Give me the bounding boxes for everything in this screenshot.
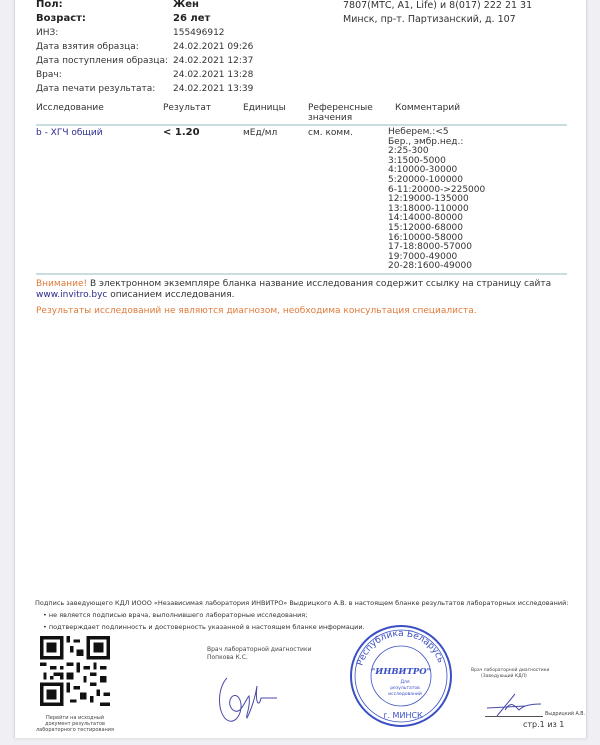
doctor-value: 24.02.2021 13:28 xyxy=(173,70,254,80)
comment-line: Неберем.:<5 xyxy=(388,127,449,137)
comment-line: 3:1500-5000 xyxy=(388,155,446,166)
site-suffix: описанием исследования. xyxy=(107,290,235,300)
svg-text:Для: Для xyxy=(400,680,410,685)
qr-caption-line: документ результатов xyxy=(44,721,106,727)
age-label: Возраст: xyxy=(36,13,86,24)
sex-label: Пол: xyxy=(36,0,63,10)
comment-line: 5:20000-100000 xyxy=(388,174,463,185)
comment-line: 14:14000-80000 xyxy=(388,213,463,224)
age-value: 26 лет xyxy=(173,13,211,24)
result-value: < 1.20 xyxy=(163,127,200,138)
doctor-name: Попкова К.С. xyxy=(207,654,248,661)
disclaimer: Результаты исследований не являются диагнозом, необходима консультация специалиста. xyxy=(36,306,477,316)
comment-line: 17-18:8000-57000 xyxy=(388,242,472,253)
header-units: Единицы xyxy=(243,103,286,113)
comment-line: 20-28:1600-49000 xyxy=(388,261,472,272)
page-number: стр.1 из 1 xyxy=(523,720,565,729)
reference-value: см. комм. xyxy=(308,128,353,138)
header-divider xyxy=(36,124,567,126)
units-value: мЕд/мл xyxy=(243,128,278,138)
header-comment: Комментарий xyxy=(395,103,461,113)
comment-line: 4:10000-30000 xyxy=(388,165,458,176)
svg-text:г. МИНСК: г. МИНСК xyxy=(383,711,423,720)
inz-value: 155496912 xyxy=(173,28,225,38)
qr-caption xyxy=(35,715,115,733)
bullet-text: подтверждает подлинность и достоверность указанной в настоящем бланке информации. xyxy=(48,623,365,631)
comment-line: 13:18000-110000 xyxy=(388,203,469,214)
signature-note: Подпись заведующего КДЛ ИООО «Независимая лаборатория ИНВИТРО» Выдрицкого А.В. в настоящем бланке результатов лабораторных исследований: xyxy=(35,599,569,607)
comment-line: 12:19000-135000 xyxy=(388,194,469,205)
document-page xyxy=(14,0,587,738)
qr-caption-line: Перейти на исходный xyxy=(46,715,104,721)
invitro-site-link[interactable]: www.invitro.byc xyxy=(36,290,108,300)
comment-line: 19:7000-49000 xyxy=(388,251,458,262)
sample-taken-value: 24.02.2021 09:26 xyxy=(173,42,254,52)
lab-phone: 7807(МТС, A1, Life) и 8(017) 222 21 31 xyxy=(343,0,533,11)
official-stamp-icon xyxy=(347,622,455,730)
bullet-icon: • xyxy=(43,611,49,619)
header-result: Результат xyxy=(163,103,212,113)
attention-notice xyxy=(36,279,551,290)
svg-text:исследований: исследований xyxy=(388,692,422,697)
attention-word: Внимание! xyxy=(36,279,88,289)
print-date-label: Дата печати результата: xyxy=(36,84,156,94)
comment-list xyxy=(388,128,485,272)
svg-text:Республика Беларусь: Республика Беларусь xyxy=(355,628,446,668)
sample-received-value: 24.02.2021 12:37 xyxy=(173,56,254,66)
comment-line: 6-11:20000->225000 xyxy=(388,184,486,195)
header-reference-2: значения xyxy=(308,113,353,123)
site-notice xyxy=(36,290,234,301)
table-bottom-divider xyxy=(36,273,567,275)
sample-received-label: Дата поступления образца: xyxy=(36,56,168,66)
attention-text: В электронном экземпляре бланка название исследования содержит ссылку на страницу сайта xyxy=(87,279,552,289)
print-date-value: 24.02.2021 13:39 xyxy=(173,84,254,94)
signature-bullet-2 xyxy=(43,623,365,632)
signature-bullet-1 xyxy=(43,611,307,620)
comment-line: Бер., эмбр.нед.: xyxy=(388,136,464,147)
test-name-link[interactable]: b - ХГЧ общий xyxy=(36,128,103,138)
bullet-icon: • xyxy=(43,623,49,631)
doctor-title: Врач лабораторной диагностики xyxy=(207,646,312,653)
comment-line: 2:25-300 xyxy=(388,146,429,157)
header-test: Исследование xyxy=(36,103,104,113)
qr-code-icon[interactable] xyxy=(40,636,110,706)
sample-taken-label: Дата взятия образца: xyxy=(36,42,139,52)
qr-caption-line: лабораторного тестирования xyxy=(35,727,115,733)
head-title-1: Врач лабораторной диагностики xyxy=(471,668,550,673)
lab-address: Минск, пр-т. Партизанский, д. 107 xyxy=(343,14,516,25)
inz-label: ИНЗ: xyxy=(36,28,59,38)
head-title-2: (Заведующий КДЛ) xyxy=(481,674,527,679)
signature-line xyxy=(485,716,543,717)
sex-value: Жен xyxy=(173,0,199,10)
comment-line: 16:10000-58000 xyxy=(388,232,463,243)
svg-text:"ИНВИТРО": "ИНВИТРО" xyxy=(370,667,432,677)
svg-text:результатов: результатов xyxy=(390,686,420,691)
doctor-signature-icon xyxy=(215,668,285,728)
head-name: Выдрицкий А.В. xyxy=(545,712,586,717)
bullet-text: не является подписью врача, выполнившего лабораторные исследования; xyxy=(48,611,308,619)
doctor-label: Врач: xyxy=(36,70,62,80)
comment-line: 15:12000-68000 xyxy=(388,222,463,233)
header-reference-1: Референсные xyxy=(308,103,373,113)
